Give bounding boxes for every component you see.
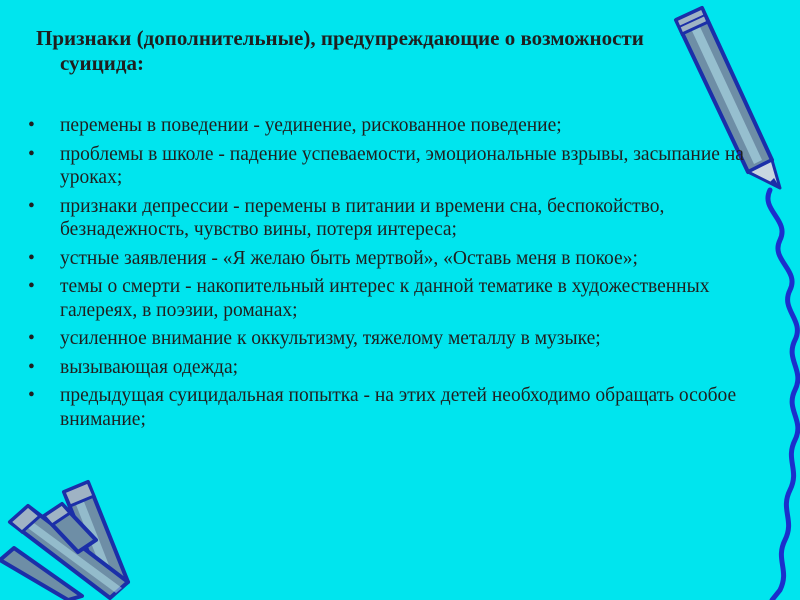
list-item: • темы о смерти - накопительный интерес к данной тематике в художественных галереях, в поэзии, романах; — [28, 275, 758, 322]
list-item: • перемены в поведении - уединение, рискованное поведение; — [28, 114, 758, 138]
bullet-list — [28, 114, 758, 436]
list-item: • признаки депрессии - перемены в питании и времени сна, беспокойство, безнадежность, чувство вины, потеря интереса; — [28, 195, 758, 242]
list-item: • вызывающая одежда; — [28, 356, 758, 380]
squiggle-line — [768, 190, 798, 600]
list-item: • усиленное внимание к оккультизму, тяжелому металлу в музыке; — [28, 327, 758, 351]
list-item: • проблемы в школе - падение успеваемости, эмоциональные взрывы, засыпание на уроках; — [28, 143, 758, 190]
list-item: • предыдущая суицидальная попытка - на этих детей необходимо обращать особое внимание; — [28, 384, 758, 431]
slide-title: Признаки (дополнительные), предупреждающие о возможности суицида: — [36, 26, 644, 75]
list-item: • устные заявления - «Я желаю быть мертвой», «Оставь меня в покое»; — [28, 247, 758, 271]
crossed-pencils-icon — [0, 482, 128, 600]
